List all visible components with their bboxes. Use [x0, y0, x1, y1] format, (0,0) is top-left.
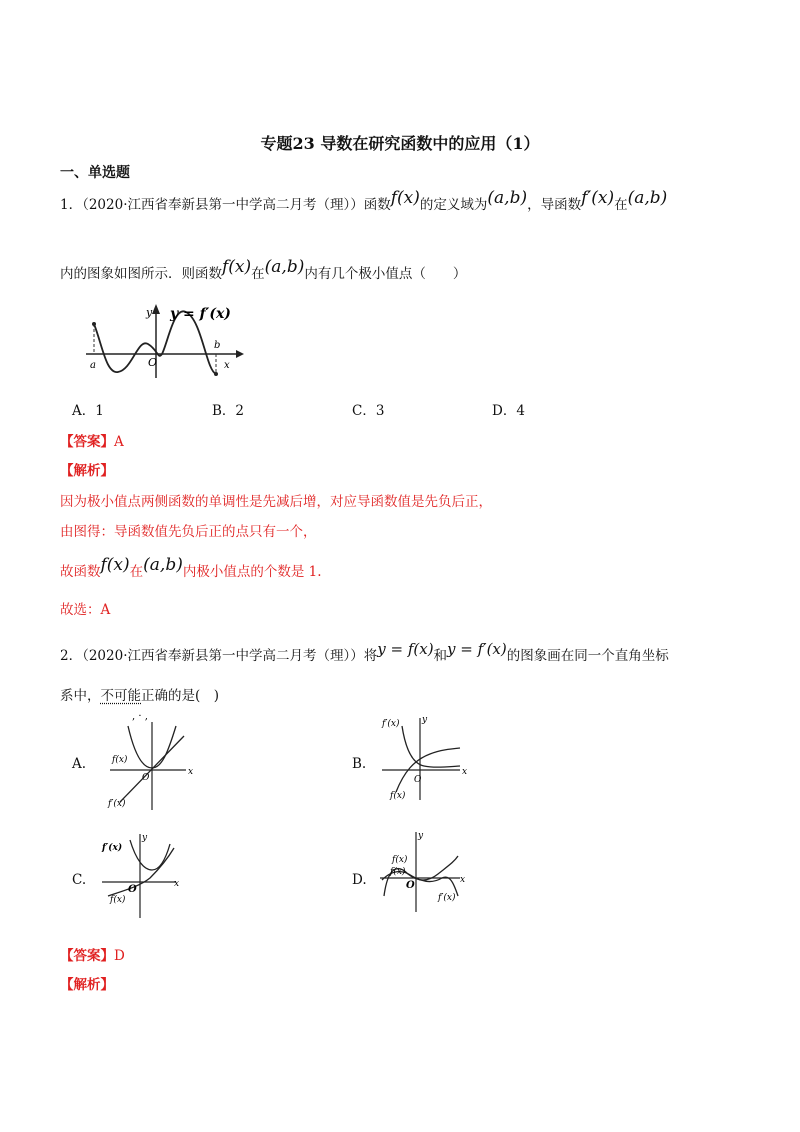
q2-line-2 [60, 684, 219, 704]
q1-label-x: x [224, 360, 230, 371]
q1-source: （2020·江西省奉新县第一中学高二月考（理））函数 [82, 197, 391, 213]
q1-analysis-3 [60, 555, 322, 581]
q2c-fprime-curve [130, 840, 170, 870]
q2b-label-fx: f(x) [390, 791, 406, 801]
q1-analysis-3b: 在 [129, 564, 144, 580]
q2-option-a-letter[interactable]: A. [72, 756, 87, 772]
q2-graph-b[interactable] [380, 712, 470, 802]
q1-x-arrow [236, 350, 244, 358]
q1-math-fp: f′(x) [581, 188, 615, 208]
q1-analysis-math-ab: (a,b) [143, 555, 183, 575]
q1-y-arrow [152, 304, 160, 314]
q1-analysis-math-f: f(x) [100, 555, 130, 575]
document-title: 专题23 导数在研究函数中的应用（1） [260, 134, 540, 153]
q1-label-a: a [90, 360, 96, 371]
q2-line-1 [60, 640, 669, 664]
q2b-label-y: y [422, 715, 428, 725]
q2-analysis-label-text: 【解析】 [60, 977, 114, 993]
q1-endpoint-b [214, 372, 218, 376]
q1-analysis-label-text: 【解析】 [60, 463, 114, 479]
q1-line2-a: 内的图象如图所示．则函数 [60, 266, 222, 282]
q2-graph-a[interactable] [106, 712, 196, 812]
q2b-fprime-curve [402, 726, 460, 767]
q1-answer-label: 【答案】 [60, 434, 114, 450]
q1-endpoint-a [92, 322, 96, 326]
q2-source: （2020·江西省奉新县第一中学高二月考（理））将 [82, 648, 378, 664]
q1-math-f: f(x) [390, 188, 420, 208]
q1-line2-math-f: f(x) [222, 257, 252, 277]
q2-number: 2． [60, 648, 83, 664]
q2-line2-a: 系中， [60, 688, 101, 704]
q2-option-c-letter[interactable]: C. [72, 872, 87, 888]
q2c-label-x: x [174, 879, 180, 889]
q2-option-d-letter[interactable]: D. [352, 872, 367, 888]
q1-option-b[interactable]: B．2 [212, 403, 245, 419]
q1-analysis-3a: 故函数 [60, 564, 101, 580]
q2-graph-d[interactable] [378, 826, 470, 916]
q2c-label-fx: f(x) [110, 895, 126, 905]
q2a-ticks: , · , [132, 712, 148, 722]
q1-option-a[interactable]: A．1 [72, 403, 104, 419]
q1-number: 1． [60, 197, 83, 213]
q1-label-b: b [214, 340, 221, 351]
q2-text-and: 和 [433, 648, 448, 664]
q1-math-ab-2: (a,b) [627, 188, 668, 208]
q1-analysis-3c: 内极小值点的个数是 1. [182, 564, 322, 580]
q2c-label-fpx: f′(x) [102, 843, 123, 853]
q2b-label-fpx: f′(x) [382, 719, 400, 729]
q2b-label-o: O [414, 775, 422, 785]
q2d-label-x: x [460, 875, 466, 885]
q2d-label-fx: f(x) [392, 855, 408, 865]
q1-analysis-label [60, 459, 114, 479]
q1-line-2 [60, 257, 467, 283]
q2-math-2: y = f′(x) [447, 640, 507, 658]
q1-text-deriv: ，导函数 [527, 197, 582, 213]
q1-line2-b: 在 [251, 266, 265, 282]
q2-answer-value: D [114, 948, 125, 964]
q2d-label-fx-2: f(x) [390, 867, 406, 877]
q2-line2-c: 正确的是( ) [141, 688, 220, 704]
q1-answer-value: A [114, 434, 124, 450]
q1-option-d[interactable]: D．4 [492, 403, 525, 419]
q1-answer [60, 430, 124, 450]
q2a-label-fpx: f′(x) [108, 799, 126, 809]
q2-line2-emphasis: 不可能 [100, 688, 141, 704]
q2-math-1: y = f(x) [377, 640, 434, 658]
section-heading: 一、单选题 [60, 165, 130, 181]
q2a-label-x: x [188, 767, 194, 777]
q2-option-b-letter[interactable]: B. [352, 756, 367, 772]
q2b-label-x: x [462, 767, 468, 777]
q1-derivative-graph [84, 300, 244, 380]
q1-choose: 故选：A [60, 602, 111, 618]
q1-analysis-1: 因为极小值点两侧函数的单调性是先减后增，对应导函数值是先负后正， [60, 494, 492, 510]
q1-analysis-2: 由图得：导函数值先负后正的点只有一个， [60, 524, 317, 540]
q1-text-def: 的定义域为 [419, 197, 488, 213]
q1-line2-math-ab: (a,b) [264, 257, 305, 277]
q1-label-y: y [146, 306, 153, 319]
q2d-label-o: O [406, 880, 415, 891]
q2d-label-y: y [418, 831, 424, 841]
q2-graph-c[interactable] [100, 830, 190, 920]
q1-line-1 [60, 188, 668, 214]
q2a-label-fx: f(x) [112, 755, 128, 765]
q1-label-o: O [148, 356, 158, 369]
q1-text-in: 在 [614, 197, 628, 213]
q1-label-eq: y = f′(x) [170, 306, 231, 322]
q2c-f-curve [108, 848, 174, 896]
q1-line2-c: 内有几个极小值点（ ） [304, 266, 467, 282]
q2c-label-o: O [128, 884, 137, 895]
q2-answer-label: 【答案】 [60, 948, 114, 964]
q2-answer [60, 944, 125, 964]
q2d-label-fpx: f′(x) [438, 893, 456, 903]
q2c-label-y: y [142, 833, 148, 843]
q1-math-ab: (a,b) [487, 188, 528, 208]
q2-text-rest: 的图象画在同一个直角坐标 [506, 648, 669, 664]
q2-analysis-label [60, 973, 114, 993]
q2a-label-o: O [142, 773, 150, 783]
q1-option-c[interactable]: C．3 [352, 403, 385, 419]
